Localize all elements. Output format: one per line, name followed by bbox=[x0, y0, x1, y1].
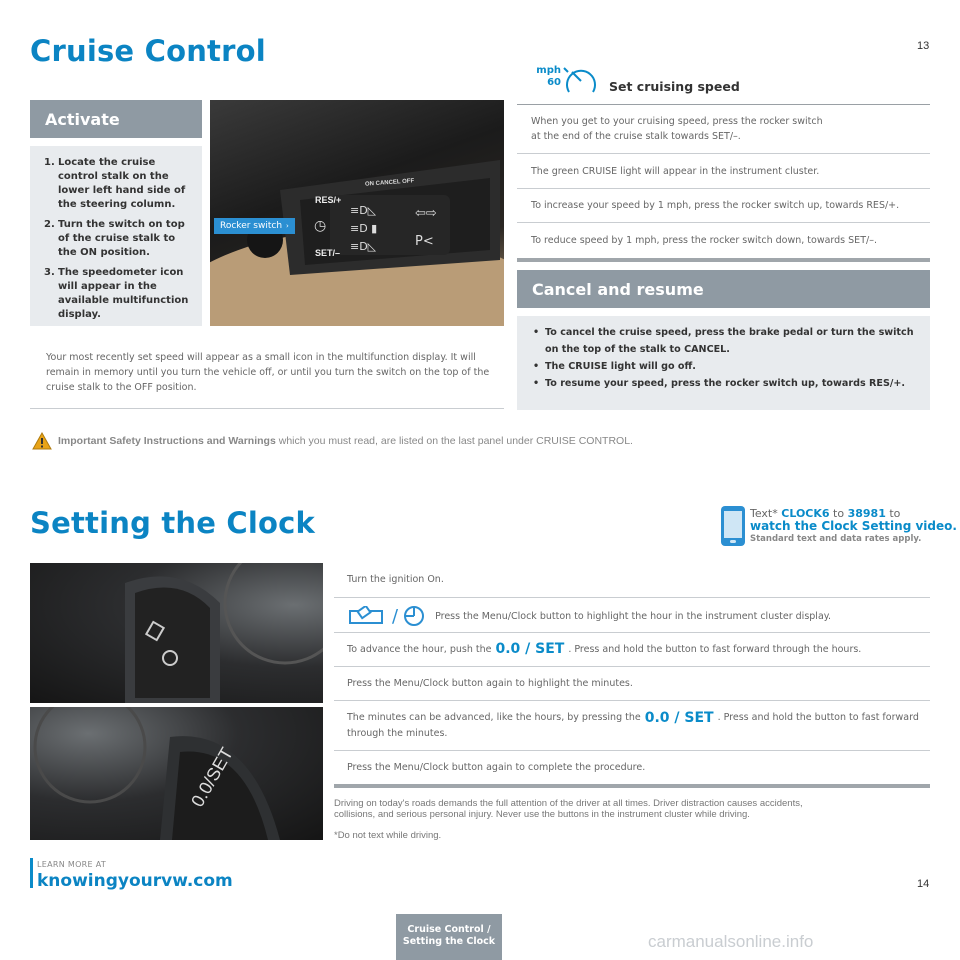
arrow-right-icon: › bbox=[286, 222, 289, 230]
stalk-top-label: ON CANCEL OFF bbox=[364, 178, 415, 188]
clock-title: Setting the Clock bbox=[30, 506, 316, 540]
text-promo-line3: Standard text and data rates apply. bbox=[750, 534, 922, 544]
row-divider bbox=[334, 666, 930, 667]
safety-bold: Important Safety Instructions and Warnings bbox=[58, 435, 276, 447]
text-number: 38981 bbox=[847, 507, 886, 520]
activate-heading bbox=[30, 100, 202, 138]
page-number-14: 14 bbox=[917, 878, 930, 890]
activate-step: 3. The speedometer icon will appear in the available multifunction display. bbox=[44, 267, 189, 320]
menu-clock-button-illustration bbox=[30, 563, 323, 703]
row-divider bbox=[334, 750, 930, 751]
set-speed-bottom-rule bbox=[517, 258, 930, 262]
clock-step-5: The minutes can be advanced, like the hours, by pressing the 0.0 / SET . Press and hold the button to fast forward through the minutes. bbox=[347, 710, 919, 739]
speed-icon-value: 60 bbox=[547, 77, 561, 88]
menu-button-icon bbox=[347, 606, 387, 626]
cruise-title: Cruise Control bbox=[30, 34, 266, 68]
activate-heading-label: Activate bbox=[45, 109, 120, 129]
cancel-bullet: • To cancel the cruise speed, press the brake pedal or turn the switch on the top of the stalk to CANCEL. bbox=[533, 327, 914, 355]
stalk-res-label: RES/+ bbox=[315, 195, 342, 205]
cruise-speed-icon: ◷ bbox=[314, 218, 327, 234]
rocker-switch-callout: Rocker switch › bbox=[214, 218, 295, 234]
row-divider bbox=[334, 632, 930, 633]
text-promo: Text* CLOCK6 to 38981 to watch the Clock Setting video. Standard text and data rates apply. bbox=[750, 507, 957, 544]
safety-rest: which you must read, are listed on the last panel under CRUISE CONTROL. bbox=[275, 435, 633, 447]
clock-step-1: Turn the ignition On. bbox=[347, 574, 444, 585]
row-divider bbox=[517, 222, 930, 223]
clock-button-photo bbox=[30, 563, 323, 703]
clock-bottom-rule bbox=[334, 784, 930, 788]
set-speed-row-2: The green CRUISE light will appear in the instrument cluster. bbox=[531, 166, 820, 177]
set-button-badge: 0.0 / SET bbox=[495, 641, 565, 657]
row-divider bbox=[334, 700, 930, 701]
speed-icon-unit: mph bbox=[536, 65, 561, 76]
set-button-illustration bbox=[30, 707, 323, 840]
turn-signal-icons: ⇦⇨ P< bbox=[415, 206, 437, 249]
clock-step-4: Press the Menu/Clock button again to highlight the minutes. bbox=[347, 678, 633, 689]
set-speed-row-3: To increase your speed by 1 mph, press the rocker switch up, towards RES/+. bbox=[531, 200, 900, 211]
row-divider bbox=[334, 597, 930, 598]
activate-step: 1. Locate the cruise control stalk on the lower left hand side of the steering column. bbox=[44, 157, 186, 210]
speedometer-icon bbox=[563, 66, 599, 96]
set-speed-top-rule bbox=[517, 104, 930, 105]
driver-distraction-note: Driving on today's roads demands the full attention of the driver at all times. Driver distraction causes accidents, collisions, and serious personal injury. Never use the buttons in the instrument cluster while driving. bbox=[334, 798, 803, 820]
cruise-stalk-photo bbox=[210, 100, 504, 326]
set-button-badge: 0.0 / SET bbox=[644, 710, 714, 726]
cancel-bullet: • To resume your speed, press the rocker switch up, towards RES/+. bbox=[533, 378, 906, 389]
row-divider bbox=[517, 188, 930, 189]
safety-warning bbox=[32, 432, 633, 450]
set-speed-heading: Set cruising speed bbox=[609, 79, 740, 94]
activate-step: 2. Turn the switch on top of the cruise stalk to the ON position. bbox=[44, 219, 185, 258]
cancel-heading bbox=[517, 270, 930, 308]
do-not-text-note: *Do not text while driving. bbox=[334, 830, 442, 841]
activate-steps-panel bbox=[30, 146, 202, 326]
lamp-icons: ≡D◺ ≡D ▮ ≡D◺ bbox=[350, 204, 378, 253]
slash-separator: / bbox=[392, 605, 399, 627]
clock-step-6: Press the Menu/Clock button again to complete the procedure. bbox=[347, 762, 646, 773]
set-speed-row-4: To reduce speed by 1 mph, press the rocker switch down, towards SET/–. bbox=[531, 235, 877, 246]
clock-icon bbox=[403, 605, 425, 627]
footer-accent-bar bbox=[30, 858, 33, 888]
watermark: carmanualsonline.info bbox=[648, 932, 814, 951]
set-button-photo bbox=[30, 707, 323, 840]
warning-triangle-icon bbox=[32, 432, 52, 450]
page-number-13: 13 bbox=[917, 40, 930, 52]
learn-more-label: LEARN MORE AT bbox=[37, 860, 107, 869]
row-divider bbox=[517, 153, 930, 154]
section-tab[interactable]: Cruise Control / Setting the Clock bbox=[396, 914, 502, 960]
phone-icon bbox=[721, 506, 745, 546]
set-speed-row-1: When you get to your cruising speed, press the rocker switch at the end of the cruise stalk towards SET/–. bbox=[531, 116, 823, 142]
stalk-set-label: SET/– bbox=[315, 248, 341, 258]
set-button-label: 0.0/SET bbox=[187, 744, 238, 811]
text-code: CLOCK6 bbox=[781, 507, 830, 520]
memory-note: Your most recently set speed will appear as a small icon in the multifunction display. It will remain in memory until you turn the vehicle off, or until you turn the switch on the top of the cruise stalk to the OFF position. bbox=[46, 352, 490, 393]
knowingyourvw-link[interactable]: knowingyourvw.com bbox=[37, 871, 233, 891]
cancel-heading-label: Cancel and resume bbox=[532, 279, 704, 299]
memory-note-divider bbox=[30, 408, 504, 409]
text-promo-line2: watch the Clock Setting video. bbox=[750, 519, 957, 533]
cancel-bullet: • The CRUISE light will go off. bbox=[533, 361, 696, 372]
clock-step-3: To advance the hour, push the 0.0 / SET . Press and hold the button to fast forward through the hours. bbox=[347, 641, 862, 657]
clock-step-2: / Press the Menu/Clock button to highlight the hour in the instrument cluster display. bbox=[347, 604, 929, 628]
cancel-panel bbox=[517, 316, 930, 410]
